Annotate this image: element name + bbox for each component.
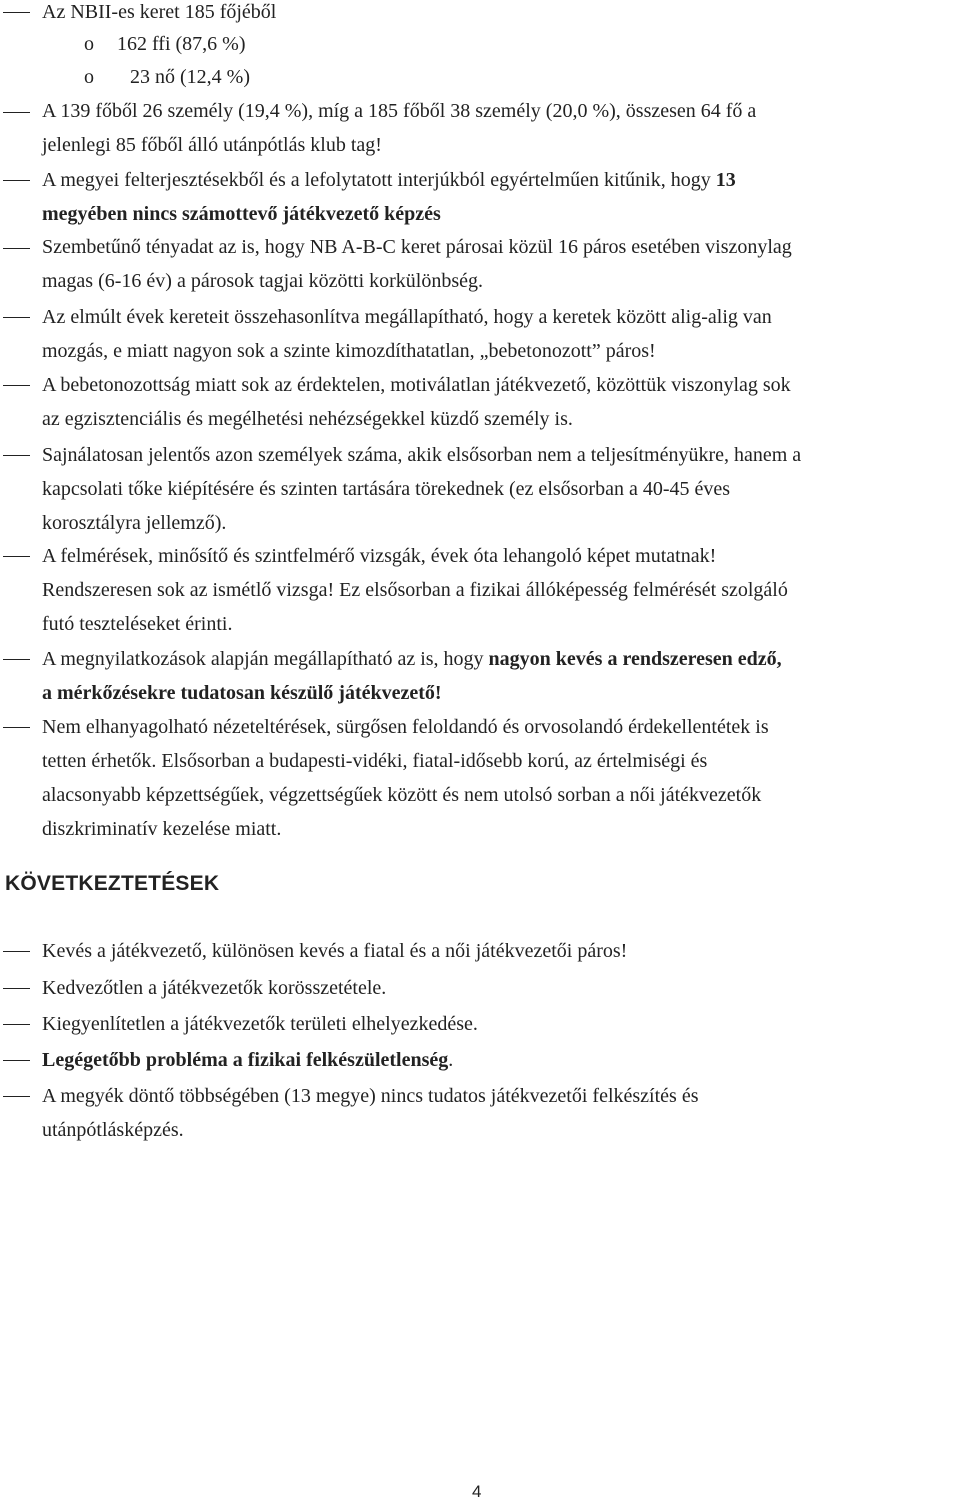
conclusion-item-5	[42, 1079, 956, 1147]
text-line: futó teszteléseket érinti.	[42, 613, 233, 635]
bullet-paragraph-2	[42, 163, 956, 231]
text-line: Nem elhanyagolható nézeteltérések, sürgősen feloldandó és orvosolandó érdekellentétek is	[42, 716, 769, 738]
dash-bullet	[3, 455, 30, 456]
dash-bullet	[3, 1096, 30, 1097]
bullet-paragraph-5	[42, 368, 956, 436]
bold-text: Legégetőbb probléma a fizikai felkészületlenség	[42, 1049, 449, 1071]
text-line: korosztályra jellemző).	[42, 512, 227, 534]
text-line: A megyék döntő többségében (13 megye) nincs tudatos játékvezetői felkészítés és	[42, 1085, 699, 1107]
bold-text: nagyon kevés a rendszeresen edző,	[488, 648, 782, 670]
text-line: Az elmúlt évek kereteit összehasonlítva megállapítható, hogy a keretek között alig-alig van	[42, 306, 772, 328]
text-span: A megnyilatkozások alapján megállapítható az is, hogy	[42, 648, 489, 670]
text-line: diszkriminatív kezelése miatt.	[42, 818, 282, 840]
dash-bullet	[3, 180, 30, 181]
text-line: kapcsolati tőke kiépítésére és szinten tartására törekednek (ez elsősorban a 40-45 éves	[42, 478, 731, 500]
bold-text-line: a mérkőzésekre tudatosan készülő játékvezető!	[42, 682, 442, 704]
bullet-paragraph-6	[42, 438, 956, 540]
text-line: A felmérések, minősítő és szintfelmérő vizsgák, évek óta lehangoló képet mutatnak!	[42, 545, 717, 567]
bullet-paragraph-8	[42, 642, 956, 710]
conclusion-item-3	[42, 1007, 956, 1041]
text-line: A bebetonozottság miatt sok az érdektelen, motiválatlan játékvezető, közöttük viszonylag sok	[42, 374, 791, 396]
conclusion-item-1	[42, 934, 956, 968]
bullet-paragraph-1	[42, 94, 956, 162]
sub-bullet-marker: o	[84, 33, 94, 55]
text-line: Sajnálatosan jelentős azon személyek száma, akik elsősorban nem a teljesítményükre, hanem a	[42, 444, 802, 466]
sub-bullet-male: 162 ffi (87,6 %)	[117, 33, 246, 55]
sub-bullet-marker: o	[84, 66, 94, 88]
text-line: A 139 főből 26 személy (19,4 %), míg a 185 főből 38 személy (20,0 %), összesen 64 fő a	[42, 100, 757, 122]
dash-bullet	[3, 659, 30, 660]
bullet-paragraph-7	[42, 539, 956, 641]
bullet-paragraph-4	[42, 300, 956, 368]
text-line: magas (6-16 év) a párosok tagjai közötti korkülönbség.	[42, 270, 483, 292]
text-line: tetten érhetők. Elsősorban a budapesti-vidéki, fiatal-idősebb korú, az értelmiségi és	[42, 750, 708, 772]
conclusion-item-2	[42, 971, 956, 1005]
text-span: .	[448, 1049, 454, 1071]
dash-bullet	[3, 1060, 30, 1061]
bullet-nbii-title	[42, 0, 956, 29]
text-line: utánpótlásképzés.	[42, 1119, 184, 1141]
dash-bullet	[3, 727, 30, 728]
dash-bullet	[3, 556, 30, 557]
dash-bullet	[3, 951, 30, 952]
dash-bullet	[3, 988, 30, 989]
text-line: Az NBII-es keret 185 főjéből	[42, 1, 277, 23]
text-span: A megyei felterjesztésekből és a lefolytatott interjúkból egyértelműen kitűnik, hogy	[42, 169, 716, 191]
text-line: Kevés a játékvezető, különösen kevés a fiatal és a női játékvezetői páros!	[42, 940, 628, 962]
dash-bullet	[3, 1024, 30, 1025]
text-line: mozgás, e miatt nagyon sok a szinte kimozdíthatatlan, „bebetonozott” páros!	[42, 340, 656, 362]
bullet-paragraph-3	[42, 230, 956, 298]
dash-bullet	[3, 385, 30, 386]
section-heading: KÖVETKEZTETÉSEK	[5, 872, 220, 895]
conclusion-item-4	[42, 1043, 956, 1077]
text-line: az egzisztenciális és megélhetési nehézségekkel küzdő személy is.	[42, 408, 573, 430]
bold-text-line: megyében nincs számottevő játékvezető képzés	[42, 203, 441, 225]
text-line: jelenlegi 85 főből álló utánpótlás klub tag!	[42, 134, 382, 156]
text-line: Rendszeresen sok az ismétlő vizsga! Ez elsősorban a fizikai állóképesség felmérését szolgáló	[42, 579, 788, 601]
dash-bullet	[3, 248, 30, 249]
dash-bullet	[3, 317, 30, 318]
text-line: Kedvezőtlen a játékvezetők korösszetétele.	[42, 977, 387, 999]
sub-bullet-female: 23 nő (12,4 %)	[130, 66, 250, 88]
text-line: Kiegyenlítetlen a játékvezetők területi elhelyezkedése.	[42, 1013, 478, 1035]
page-number: 4	[472, 1482, 482, 1501]
text-line: alacsonyabb képzettségűek, végzettségűek között és nem utolsó sorban a női játékvezetők	[42, 784, 762, 806]
dash-bullet	[3, 112, 30, 113]
bold-text: 13	[715, 169, 736, 191]
text-line: Szembetűnő tényadat az is, hogy NB A-B-C keret párosai közül 16 páros esetében viszonylag	[42, 236, 792, 258]
bullet-paragraph-9	[42, 710, 956, 846]
dash-bullet	[3, 12, 30, 13]
